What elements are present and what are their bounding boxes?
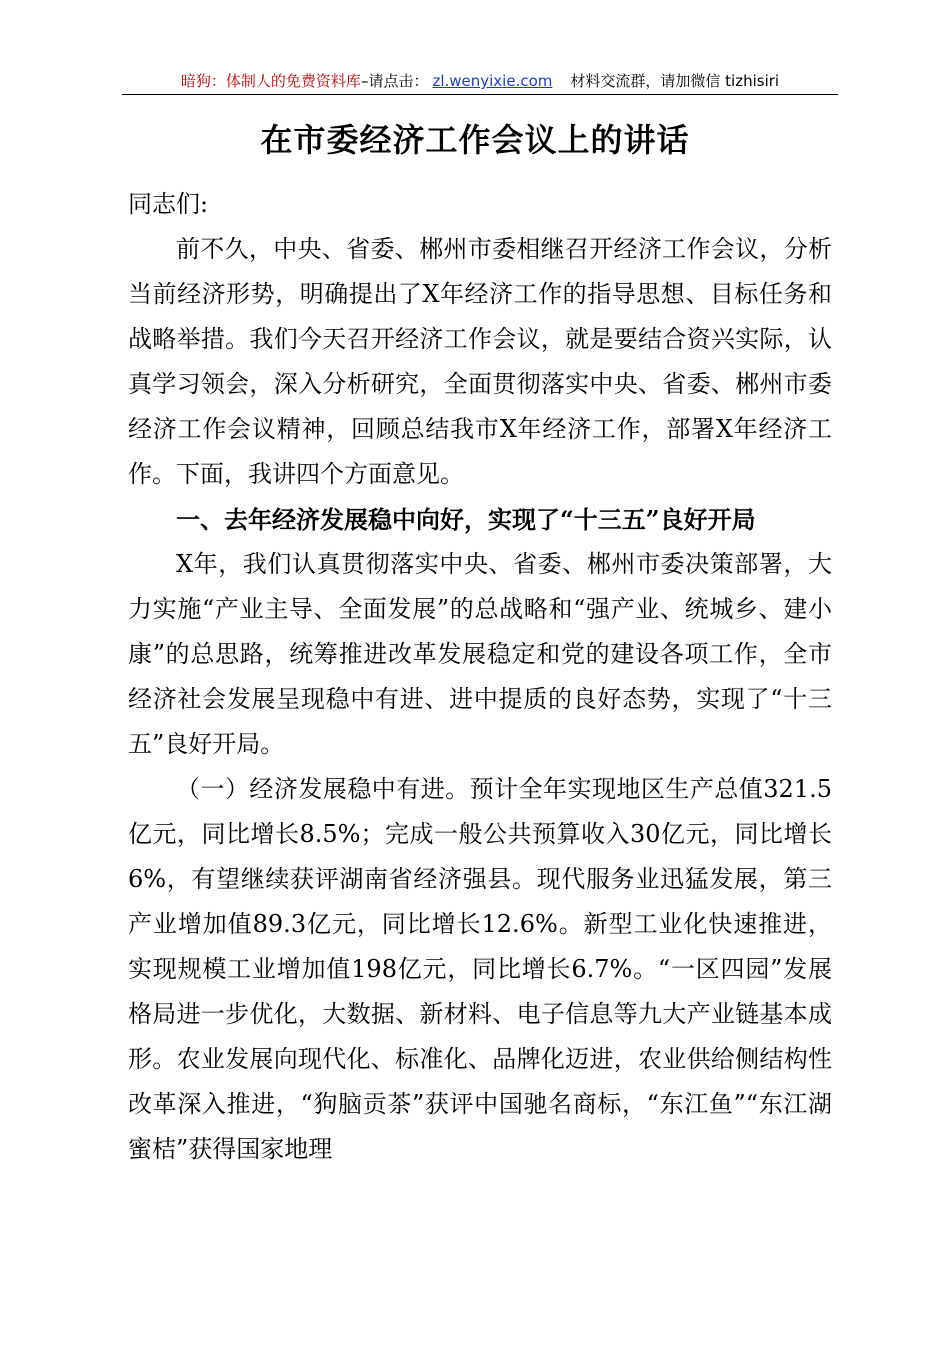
header-contact: 材料交流群，请加微信 tizhisiri — [570, 72, 780, 90]
header-url-link[interactable]: zl.wenyixie.com — [432, 72, 553, 90]
salutation: 同志们: — [128, 190, 209, 218]
document-body — [128, 182, 832, 1172]
header-site-name: 暗狗：体制人的免费资料库 — [180, 72, 361, 90]
page-header — [122, 70, 838, 95]
paragraph-section-1: X年，我们认真贯彻落实中央、省委、郴州市委决策部署，大力实施“产业主导、全面发展”的总战略和“强产业、统城乡、建小康”的总思路，统筹推进改革发展稳定和党的建设各项工作，全市经济社会发展呈现稳中有进、进中提质的良好态势，实现了“十三五”良好开局。 — [128, 550, 832, 758]
paragraph-intro: 前不久，中央、省委、郴州市委相继召开经济工作会议，分析当前经济形势，明确提出了X年经济工作的指导思想、目标任务和战略举措。我们今天召开经济工作会议，就是要结合资兴实际，认真学习领会，深入分析研究，全面贯彻落实中央、省委、郴州市委经济工作会议精神，回顾总结我市X年经济工作，部署X年经济工作。下面，我讲四个方面意见。 — [128, 235, 832, 488]
document-title: 在市委经济工作会议上的讲话 — [260, 121, 690, 159]
section-heading-1: 一、去年经济发展稳中向好，实现了“十三五”良好开局 — [176, 505, 756, 534]
paragraph-subsection-1: （一）经济发展稳中有进。预计全年实现地区生产总值321.5亿元，同比增长8.5%；完成一般公共预算收入30亿元，同比增长6%，有望继续获评湖南省经济强县。现代服务业迅猛发展，第三产业增加值89.3亿元，同比增长12.6%。新型工业化快速推进，实现规模工业增加值198亿元，同比增长6.7%。“一区四园”发展格局进一步优化，大数据、新材料、电子信息等九大产业链基本成形。农业发展向现代化、标准化、品牌化迈进，农业供给侧结构性改革深入推进，“狗脑贡茶”获评中国驰名商标，“东江鱼”“东江湖蜜桔”获得国家地理 — [128, 775, 832, 1163]
header-prompt: –请点击： — [360, 72, 429, 90]
